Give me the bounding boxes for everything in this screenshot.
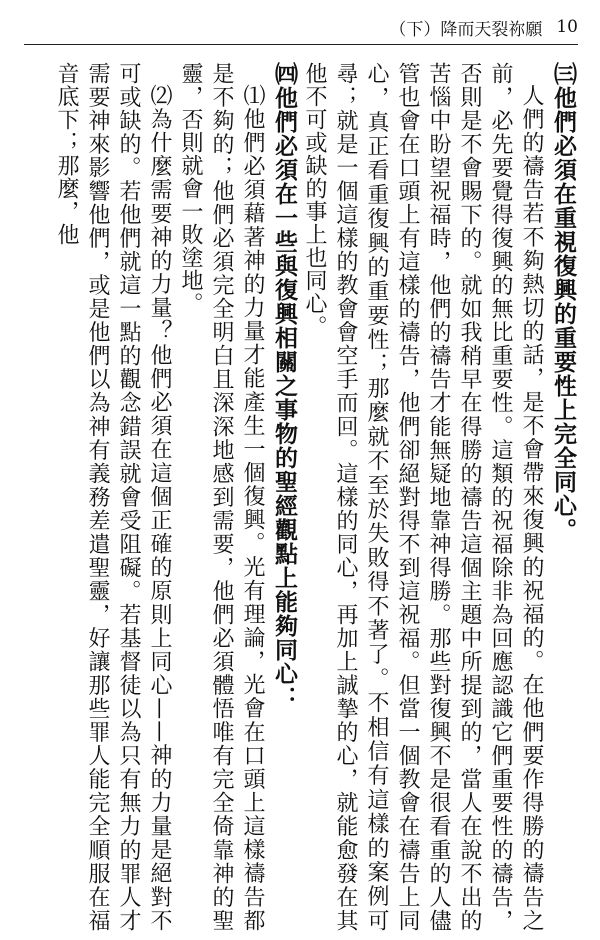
section-3-paragraph: 人們的禱告若不夠熱切的話，是不會帶來復興的祝福的。在他們要作得勝的禱告之前，必先要覺得復興的無比重要性。這類的祝福除非為回應認識它們重要性的禱告，否則是不會賜下的。就如我稍早在得勝的禱告這個主題中所提到的，當人在說不出的苦惱中盼望祝福時，他們的禱告才能無疑地靠神得勝。那些對復興不是很看重的人儘管也會在口頭上有這樣的禱告，他們卻絕對得不到這祝福。但當一個教會在禱告上同心，真正看重復興的重要性；那麼就不至於失敗得不著了。不相信有這樣的案例可尋；就是一個這樣的教會會空手而回。這樣的同心，再加上誠摯的心，就能愈發在其他不可或缺的事上也同心。 — [302, 62, 544, 932]
vertical-text-body — [16, 62, 578, 932]
section-4-item-2: ⑵為什麼需要神的力量？他們必須在這個正確的原則上同心——神的力量是絕對不可或缺的。若他們就這一點的觀念錯誤就會受阻礙。若基督徒以為只有無力的罪人才需要神來影響他們，或是他們以為神有義務差遣聖靈，好讓那些罪人能完全順服在福音底下；那麼，他 — [54, 62, 172, 932]
section-4-item-1: ⑴他們必須藉著神的力量才能產生一個復興。光有理論，光會在口頭上這樣禱告都是不夠的；他們必須完全明白且深深地感到需要，他們必須體悟唯有完全倚靠神的聖靈，否則就會一敗塗地。 — [178, 62, 265, 932]
section-4-heading: ㈣他們必須在一些與復興相關之事物的聖經觀點上能夠同心： — [271, 62, 297, 710]
page-number: 10 — [556, 17, 578, 37]
page-header — [389, 14, 578, 40]
running-title: （下）降而天裂祢願 — [389, 19, 543, 40]
section-3-heading: ㈢他們必須在重視復興的重要性上完全同心。 — [550, 62, 576, 542]
header-divider — [24, 44, 578, 45]
